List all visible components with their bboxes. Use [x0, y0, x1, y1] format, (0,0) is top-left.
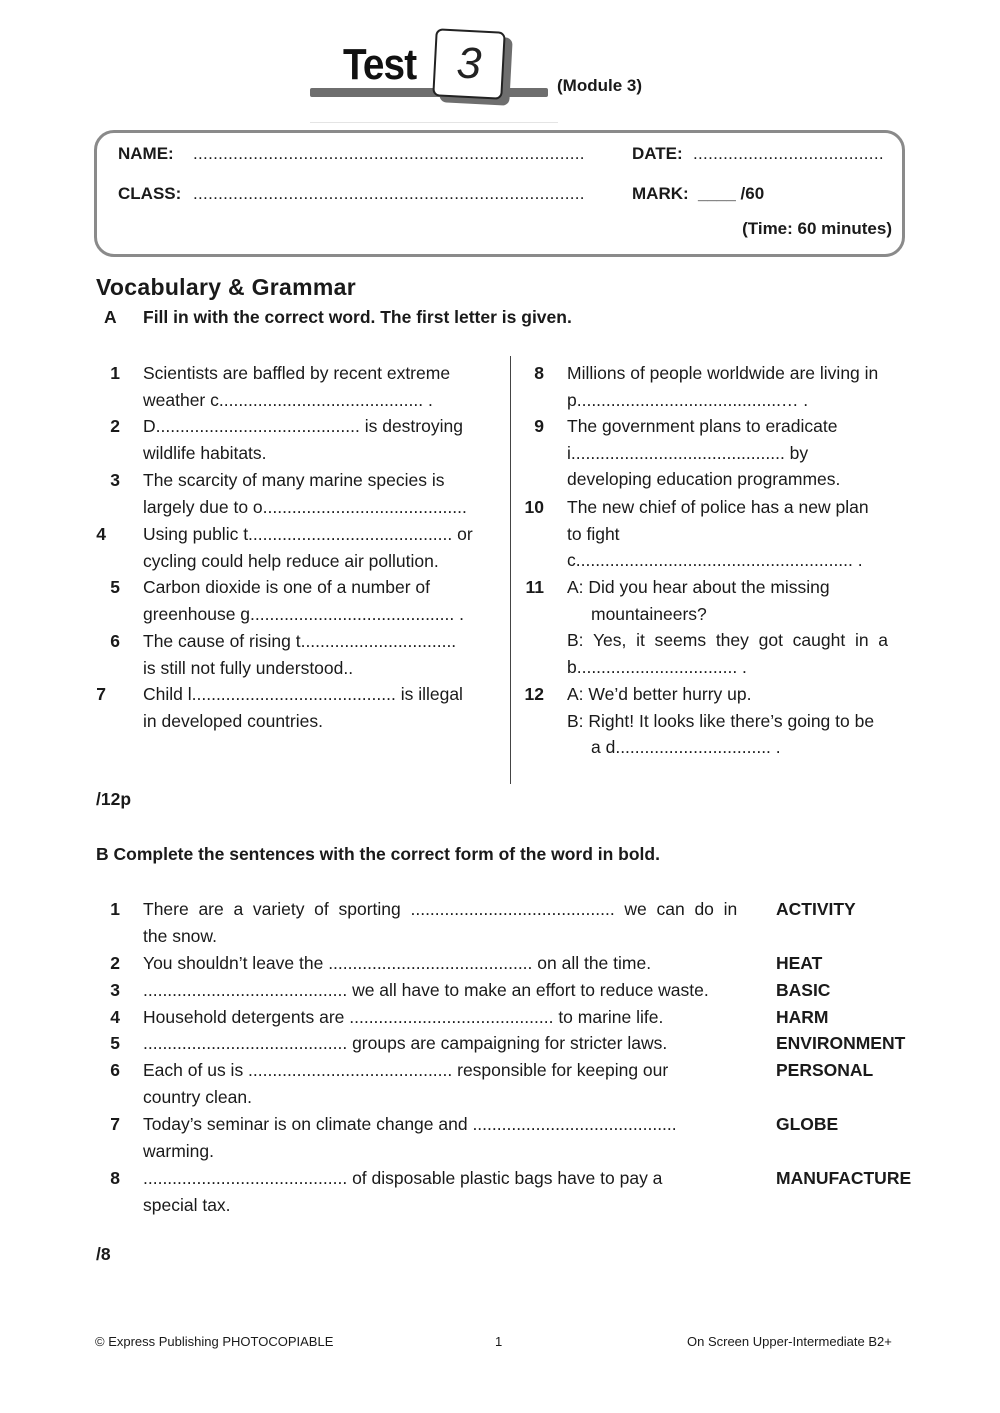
part-b-item-text: special tax.: [143, 1194, 231, 1215]
title-hairline: [310, 122, 558, 123]
section-title: Vocabulary & Grammar: [96, 274, 356, 300]
footer-copyright: © Express Publishing PHOTOCOPIABLE: [95, 1334, 334, 1349]
part-b-item-number: 8: [110, 1168, 120, 1188]
part-b-item-text: You shouldn’t leave the .......................................... on all the time.: [143, 953, 652, 973]
part-b-item-number: 6: [110, 1060, 120, 1080]
part-b-item-number: 4: [110, 1007, 120, 1027]
part-b-bold-word: PERSONAL: [776, 1060, 874, 1080]
part-a-item-text: A: Did you hear about the missing: [567, 577, 830, 597]
part-a-score: /12p: [96, 789, 132, 809]
part-b-bold-word: BASIC: [776, 980, 831, 1000]
part-a-letter: A: [104, 307, 117, 327]
test-number: 3: [455, 38, 483, 89]
part-a-item-number: 5: [110, 577, 120, 597]
part-a-item-text: A: We’d better hurry up.: [567, 684, 752, 704]
footer-book-title: On Screen Upper-Intermediate B2+: [687, 1334, 892, 1349]
part-a-item-text: The cause of rising t................................: [143, 631, 457, 651]
part-a-item-text: Millions of people worldwide are living in: [567, 363, 879, 383]
part-b-score: /8: [96, 1244, 111, 1264]
part-b-item-number: 3: [110, 980, 120, 1000]
part-b-item-number: 5: [110, 1033, 120, 1053]
test-title: Test: [343, 40, 417, 89]
part-b-item-text: .......................................... of disposable plastic bags have to pay a: [143, 1168, 663, 1188]
part-a-item-number: 2: [110, 416, 120, 436]
part-a-item-text: Scientists are baffled by recent extreme: [143, 363, 451, 383]
class-label: CLASS:: [118, 184, 182, 203]
class-field[interactable]: ..............................................................................: [193, 184, 585, 203]
part-a-item-text: a d................................ .: [591, 737, 781, 758]
part-b-bold-word: ACTIVITY: [776, 899, 856, 919]
part-a-item-number: 12: [524, 684, 544, 704]
part-a-item-number: 1: [110, 363, 120, 383]
part-a-item-text: Carbon dioxide is one of a number of: [143, 577, 430, 597]
part-a-item-text: Child l.......................................... is illegal: [143, 684, 463, 704]
part-a-item-text: cycling could help reduce air pollution.: [143, 550, 439, 571]
part-a-item-number: 9: [534, 416, 544, 436]
footer-page-number: 1: [495, 1334, 503, 1349]
part-b-item-text: There are a variety of sporting .......................................... we can do in: [143, 899, 738, 919]
part-b-item-number: 1: [110, 899, 120, 919]
part-b-bold-word: HARM: [776, 1007, 829, 1027]
test-number-box: [432, 28, 505, 100]
part-a-item-text: B: Yes, it seems they got caught in a: [567, 630, 889, 651]
part-a-item-text: mountaineers?: [591, 603, 707, 624]
part-b-item-text: country clean.: [143, 1086, 252, 1107]
part-b-item-text: the snow.: [143, 925, 217, 946]
time-limit: (Time: 60 minutes): [742, 219, 892, 238]
part-b-bold-word: ENVIRONMENT: [776, 1033, 906, 1053]
date-label: DATE:: [632, 144, 683, 163]
part-a-item-text: weather c.......................................... .: [143, 389, 433, 410]
part-b-item-text: .......................................... we all have to make an effort to reduce waste.: [143, 980, 709, 1000]
part-a-item-text: i............................................ by: [567, 442, 809, 463]
part-a-item-text: to fight: [567, 523, 620, 544]
part-a-item-number: 7: [96, 684, 106, 704]
part-a-item-number: 10: [524, 497, 544, 517]
part-a-item-number: 4: [96, 524, 106, 544]
part-b-bold-word: HEAT: [776, 953, 823, 973]
part-a-item-text: D.......................................... is destroying: [143, 416, 463, 436]
part-a-item-text: c......................................................... .: [567, 550, 863, 571]
part-a-item-text: B: Right! It looks like there’s going to be: [567, 710, 875, 731]
part-a-item-text: b................................. .: [567, 657, 747, 678]
part-b-item-text: warming.: [143, 1140, 214, 1161]
part-b-item-number: 2: [110, 953, 120, 973]
part-a-item-number: 8: [534, 363, 544, 383]
name-label: NAME:: [118, 144, 174, 163]
part-a-item-text: p..........................................… .: [567, 389, 809, 410]
part-b-item-number: 7: [110, 1114, 120, 1134]
part-b-instruction: B Complete the sentences with the correct form of the word in bold.: [96, 844, 660, 864]
part-a-item-number: 11: [525, 577, 544, 597]
part-b-bold-word: MANUFACTURE: [776, 1168, 912, 1188]
part-a-item-text: is still not fully understood..: [143, 657, 354, 678]
part-a-item-text: in developed countries.: [143, 710, 323, 731]
mark-value: ____ /60: [698, 184, 765, 203]
part-a-item-text: wildlife habitats.: [143, 442, 267, 463]
part-a-instruction: Fill in with the correct word. The first letter is given.: [143, 307, 572, 327]
mark-label: MARK:: [632, 184, 689, 203]
part-b-item-text: .......................................... groups are campaigning for stricter laws.: [143, 1033, 668, 1053]
part-b-item-text: Household detergents are .......................................... to marine life.: [143, 1007, 664, 1027]
part-a-item-text: The new chief of police has a new plan: [567, 497, 869, 517]
name-field[interactable]: ..............................................................................: [193, 144, 585, 163]
date-field[interactable]: ......................................: [693, 144, 884, 163]
part-b-item-text: Today’s seminar is on climate change and ..........................................: [143, 1114, 677, 1134]
module-label: (Module 3): [557, 76, 642, 95]
part-a-item-text: Using public t.......................................... or: [143, 524, 473, 544]
part-a-item-number: 6: [110, 631, 120, 651]
part-b-item-text: Each of us is .......................................... responsible for keeping our: [143, 1060, 669, 1080]
part-b-bold-word: GLOBE: [776, 1114, 839, 1134]
part-a-item-number: 3: [110, 470, 120, 490]
part-a-item-text: greenhouse g.......................................... .: [143, 603, 464, 624]
column-divider: [510, 356, 511, 784]
part-a-item-text: developing education programmes.: [567, 469, 841, 490]
part-a-item-text: largely due to o..........................................: [143, 496, 467, 517]
part-a-item-text: The scarcity of many marine species is: [143, 470, 445, 490]
part-a-item-text: The government plans to eradicate: [567, 416, 838, 436]
